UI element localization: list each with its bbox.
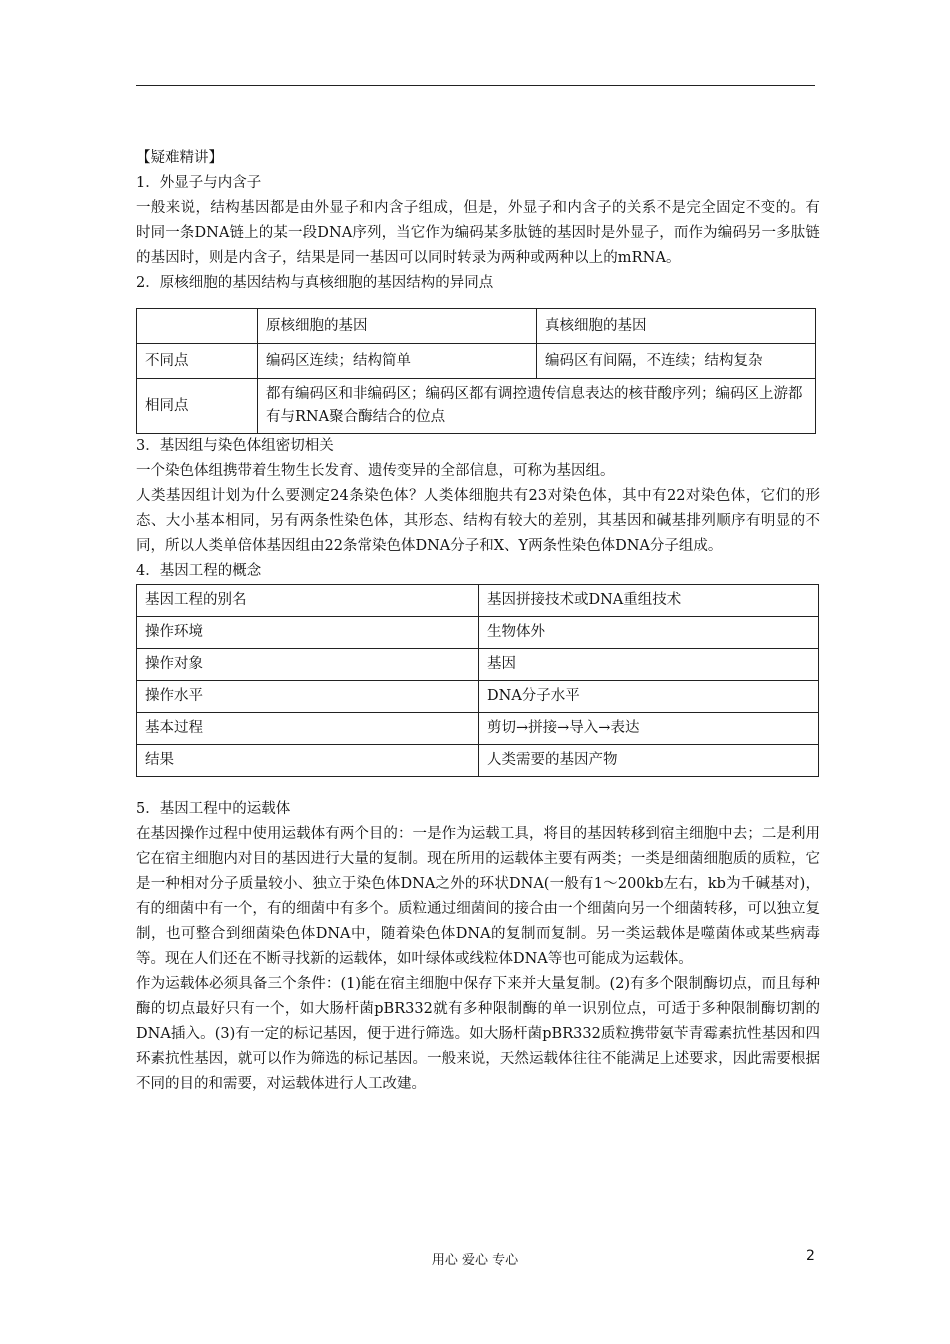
table-cell: 剪切→拼接→导入→表达 (479, 713, 819, 745)
table-cell-label: 不同点 (137, 344, 258, 379)
gene-structure-table (136, 308, 816, 434)
heading-vector: 5．基因工程中的运载体 (136, 801, 291, 817)
table-cell: 生物体外 (479, 617, 819, 649)
table-cell-label: 结果 (137, 745, 479, 777)
table-cell: 人类需要的基因产物 (479, 745, 819, 777)
table-row (137, 681, 819, 713)
table-cell: DNA分子水平 (479, 681, 819, 713)
table-cell-label: 基因工程的别名 (137, 585, 479, 617)
table-cell-label: 操作对象 (137, 649, 479, 681)
table-header-prokaryote: 原核细胞的基因 (258, 309, 537, 344)
table-row (137, 309, 816, 344)
genetic-engineering-table (136, 584, 819, 777)
table-cell: 编码区连续；结构简单 (258, 344, 537, 379)
header-rule (136, 85, 815, 86)
table-cell: 基因拼接技术或DNA重组技术 (479, 585, 819, 617)
paragraph-vector-1: 在基因操作过程中使用运载体有两个目的：一是作为运载工具，将目的基因转移到宿主细胞中去；二是利用它在宿主细胞内对目的基因进行大量的复制。现在所用的运载体主要有两类；一类是细菌细胞质的质粒，它是一种相对分子质量较小、独立于染色体DNA之外的环状DNA(一般有1～200kb左右，kb为千碱基对)，有的细菌中有一个，有的细菌中有多个。质粒通过细菌间的接合由一个细菌向另一个细菌转移，可以独立复制，也可整合到细菌染色体DNA中，随着染色体DNA的复制而复制。另一类运载体是噬菌体或某些病毒等。现在人们还在不断寻找新的运载体，如叶绿体或线粒体DNA等也可能成为运载体。 (136, 826, 820, 967)
page-number: 2 (806, 1248, 815, 1264)
table-row (137, 713, 819, 745)
table-cell-label: 基本过程 (137, 713, 479, 745)
heading-exon-intron: 1．外显子与内含子 (136, 175, 262, 191)
table-cell-label: 相同点 (137, 379, 258, 434)
table-cell: 基因 (479, 649, 819, 681)
section-title: 【疑难精讲】 (136, 150, 223, 166)
table-row (137, 585, 819, 617)
spacer (136, 777, 820, 797)
table-cell-label: 操作环境 (137, 617, 479, 649)
table-row (137, 379, 816, 434)
heading-genome: 3．基因组与染色体组密切相关 (136, 438, 334, 454)
heading-genetic-engineering: 4．基因工程的概念 (136, 563, 262, 579)
table-row (137, 649, 819, 681)
table-cell: 编码区有间隔，不连续；结构复杂 (537, 344, 816, 379)
paragraph-genome-2: 人类基因组计划为什么要测定24条染色体？人类体细胞共有23对染色体，其中有22对染色体，它们的形态、大小基本相同，另有两条性染色体，其形态、结构有较大的差别，其基因和碱基排列顺序有明显的不同，所以人类单倍体基因组由22条常染色体DNA分子和X、Y两条性染色体DNA分子组成。 (136, 488, 820, 554)
table-cell-label: 操作水平 (137, 681, 479, 713)
table-row (137, 745, 819, 777)
paragraph-vector-2: 作为运载体必须具备三个条件：(1)能在宿主细胞中保存下来并大量复制。(2)有多个限制酶切点，而且每种酶的切点最好只有一个，如大肠杆菌pBR332就有多种限制酶的单一识别位点，可适于多种限制酶切割的DNA插入。(3)有一定的标记基因，便于进行筛选。如大肠杆菌pBR332质粒携带氨苄青霉素抗性基因和四环素抗性基因，就可以作为筛选的标记基因。一般来说，天然运载体往往不能满足上述要求，因此需要根据不同的目的和需要，对运载体进行人工改建。 (136, 976, 820, 1092)
document-body (136, 146, 820, 1097)
table-row (137, 344, 816, 379)
table-cell: 都有编码区和非编码区；编码区都有调控遗传信息表达的核苷酸序列；编码区上游都有与RNA聚合酶结合的位点 (258, 379, 816, 434)
footer-motto: 用心 爱心 专心 (431, 1253, 519, 1268)
table-cell (137, 309, 258, 344)
table-row (137, 617, 819, 649)
heading-gene-structure: 2．原核细胞的基因结构与真核细胞的基因结构的异同点 (136, 275, 494, 291)
paragraph-genome-1: 一个染色体组携带着生物生长发育、遗传变异的全部信息，可称为基因组。 (136, 463, 615, 479)
paragraph-exon-intron: 一般来说，结构基因都是由外显子和内含子组成，但是，外显子和内含子的关系不是完全固定不变的。有时同一条DNA链上的某一段DNA序列，当它作为编码某多肽链的基因时是外显子，而作为编码另一多肽链的基因时，则是内含子，结果是同一基因可以同时转录为两种或两种以上的mRNA。 (136, 200, 820, 266)
table-header-eukaryote: 真核细胞的基因 (537, 309, 816, 344)
